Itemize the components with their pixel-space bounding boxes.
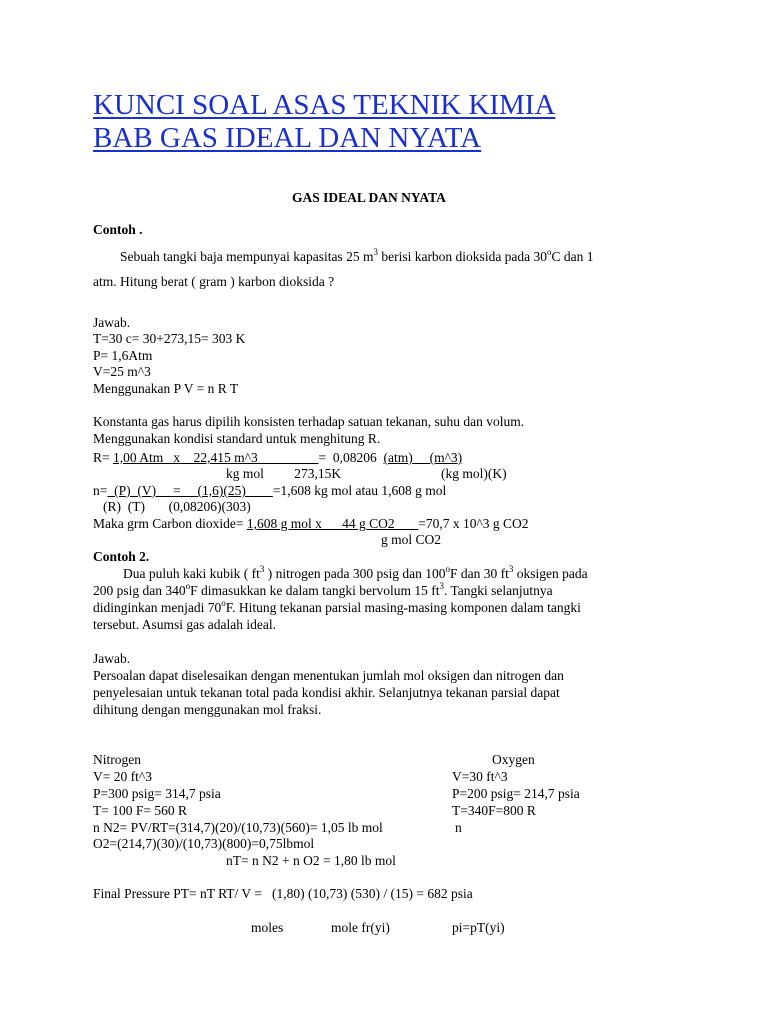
oxygen-pressure: P=200 psig= 214,7 psia — [452, 786, 580, 801]
total-moles: nT= n N2 + n O2 = 1,80 lb mol — [226, 853, 396, 868]
example-2-line-1: Dua puluh kaki kubik ( $ft^3$ ) nitrogen pada 300 psig dan 100$^o$F dan 30 $ft^3$ oksigen pada — [123, 563, 588, 581]
nitrogen-label: Nitrogen — [93, 752, 141, 767]
nitrogen-temperature: T= 100 F= 560 R — [93, 803, 187, 818]
mass-calculation: Maka grm Carbon dioxide= 1,608 g mol x 44 g CO2 =70,7 x 10^3 g CO2 — [93, 516, 529, 531]
ideal-gas-equation: Menggunakan P V = n R T — [93, 381, 239, 396]
example-1-question-line-2: atm. Hitung berat ( gram ) karbon dioksida ? — [93, 274, 335, 289]
oxygen-temperature: T=340F=800 R — [452, 803, 536, 818]
answer-2-label: Jawab. — [93, 651, 131, 666]
column-mole-fraction: mole fr(yi) — [331, 920, 390, 935]
r-unit-denominator: (kg mol)(K) — [441, 466, 507, 481]
constant-note-2: Menggunakan kondisi standard untuk menghitung R. — [93, 431, 381, 446]
example-1-label: Contoh . — [93, 222, 143, 237]
oxygen-moles: O2=(214,7)(30)/(10,73)(800)=0,75lbmol — [93, 836, 315, 851]
example-2-line-3: didinginkan menjadi 70$^o$F. Hitung tekanan parsial masing-masing komponen dalam tangki — [93, 597, 581, 615]
oxygen-moles-lead: n — [455, 820, 462, 835]
solution-paragraph-2: penyelesaian untuk tekanan total pada kondisi akhir. Selanjutnya tekanan parsial dapat — [93, 685, 560, 700]
constant-note-1: Konstanta gas harus dipilih konsisten terhadap satuan tekanan, suhu dan volum. — [93, 414, 525, 429]
oxygen-volume: V=30 ft^3 — [452, 769, 508, 784]
title-line-2[interactable]: BAB GAS IDEAL DAN NYATA — [93, 122, 482, 154]
r-denominator: kg mol 273,15K — [226, 466, 342, 481]
n-denominator: (R) (T) (0,08206)(303) — [103, 499, 251, 514]
section-heading: GAS IDEAL DAN NYATA — [292, 190, 446, 205]
r-calculation: R= 1,00 Atm x 22,415 m^3 = 0,08206 (atm) (m^3) — [93, 450, 463, 465]
example-2-line-4: tersebut. Asumsi gas adalah ideal. — [93, 617, 276, 632]
example-2-line-2: 200 psig dan 340$^o$F dimasukkan ke dalam tangki bervolum 15 $ft^3$. Tangki selanjutnya — [93, 580, 553, 598]
answer-label: Jawab. — [93, 315, 131, 330]
n-calculation: n= (P) (V) = (1,6)(25) =1,608 kg mol atau 1,608 g mol — [93, 483, 447, 498]
title-line-1[interactable]: KUNCI SOAL ASAS TEKNIK KIMIA — [93, 89, 556, 121]
solution-paragraph-3: dihitung dengan menggunakan mol fraksi. — [93, 702, 322, 717]
given-pressure: P= 1,6Atm — [93, 348, 153, 363]
example-2-label: Contoh 2. — [93, 549, 150, 564]
given-volume: V=25 m^3 — [93, 364, 151, 379]
nitrogen-volume: V= 20 ft^3 — [93, 769, 152, 784]
column-partial-pressure: pi=pT(yi) — [452, 920, 505, 935]
final-pressure: Final Pressure PT= nT RT/ V = (1,80) (10,73) (530) / (15) = 682 psia — [93, 886, 473, 901]
given-temperature: T=30 c= 30+273,15= 303 K — [93, 331, 246, 346]
nitrogen-pressure: P=300 psig= 314,7 psia — [93, 786, 221, 801]
example-1-question-line-1: Sebuah tangki baja mempunyai kapasitas 25 $m^3$ berisi karbon dioksida pada 30$^o$C dan 1 — [120, 246, 594, 264]
column-moles: moles — [251, 920, 284, 935]
nitrogen-moles: n N2= PV/RT=(314,7)(20)/(10,73)(560)= 1,05 lb mol — [93, 820, 383, 835]
oxygen-label: Oxygen — [492, 752, 535, 767]
solution-paragraph-1: Persoalan dapat diselesaikan dengan menentukan jumlah mol oksigen dan nitrogen dan — [93, 668, 564, 683]
mass-denominator: g mol CO2 — [381, 532, 442, 547]
